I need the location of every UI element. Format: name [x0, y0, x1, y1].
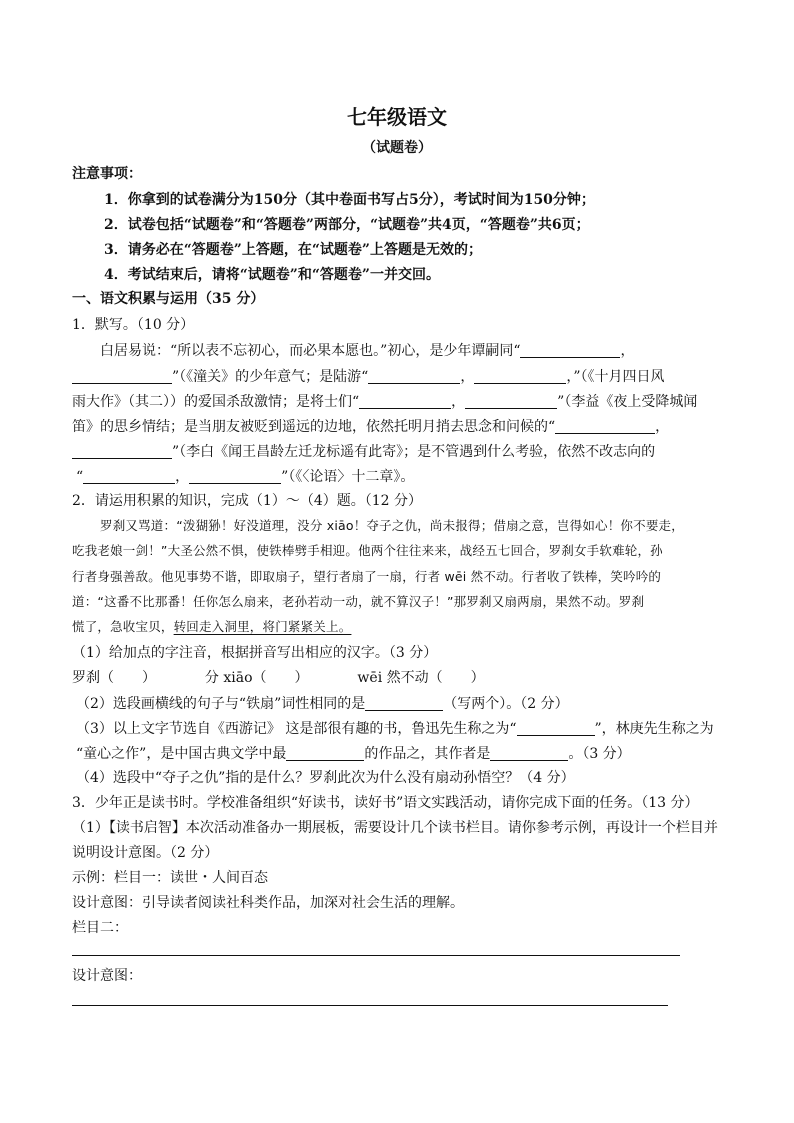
- q3-intent: 设计意图：引导读者阅读社科类作品，加深对社会生活的理解。: [72, 895, 464, 911]
- answer-wei[interactable]: wēi 然不动（ ）: [357, 670, 485, 686]
- section-heading: 一、语文积累与运用（35 分）: [72, 291, 265, 307]
- q2-sub3: （3）以上文字节选自《西游记》 这是部很有趣的书，鲁迅先生称之为“ ”，林庚先生称之为: [76, 721, 714, 737]
- q1-text: ，: [620, 343, 635, 359]
- q1-text: ”（李益《夜上受降城闻: [557, 394, 698, 410]
- question-1-title: 1．默写。（10 分）: [72, 317, 195, 333]
- question-3-title: 3．少年正是读书时。学校准备组织“好读书，读好书”语文实践活动，请你完成下面的任务。（13 分）: [72, 795, 699, 811]
- notes-heading: 注意事项：: [72, 166, 142, 182]
- q1-line: [72, 444, 655, 459]
- passage-text: 慌了，急收宝贝，: [72, 619, 174, 634]
- fill-blank[interactable]: [286, 746, 364, 761]
- answer-line[interactable]: [72, 1005, 668, 1006]
- q1-text: ，: [655, 419, 670, 435]
- q2-sub4: （4）选段中“夺子之仇”指的是什么？罗刹此次为什么没有扇动孙悟空？（4 分）: [76, 770, 575, 786]
- underlined-sentence: 转回走入洞里，将门紧紧关上。: [173, 619, 352, 634]
- q1-line: 雨大作》（其二））的爱国杀敌激情；是将士们“ ， ”（李益《夜上受降城闻: [72, 394, 698, 410]
- q1-text: ，: [460, 369, 475, 385]
- passage-line: 罗刹又骂道：“泼猢狲！好没道理，没分 xiāo！夺子之仇，尚未报得；借扇之意，岂得如心！你不要走，: [100, 518, 684, 533]
- q2-sub3-cont: “童心之作”，是中国古典文学中最 的作品之，其作者是 。（3 分）: [76, 746, 631, 762]
- page-subtitle: （试题卷）: [362, 140, 432, 156]
- answer-rocha[interactable]: 罗刹（ ）: [72, 670, 156, 686]
- note-item: 4．考试结束后，请将“试题卷”和“答题卷”一并交回。: [104, 267, 440, 283]
- fill-blank[interactable]: [72, 444, 172, 459]
- q3-intent2-label: 设计意图：: [72, 968, 142, 984]
- fill-blank[interactable]: [365, 696, 443, 711]
- q1-line: [100, 343, 634, 358]
- question-2-title: 2．请运用积累的知识，完成（1）～（4）题。（12 分）: [72, 493, 422, 509]
- note-item: 3．请务必在“答题卷”上答题，在“试题卷”上答题是无效的；: [104, 242, 482, 258]
- q1-text: ”（《〈论语〉十二章》。: [281, 469, 415, 485]
- q1-text: ”（李白《闻王昌龄左迁龙标遥有此寄》；是不管遇到什么考验，依然不改志向的: [172, 444, 656, 460]
- answer-line[interactable]: [72, 955, 680, 956]
- fill-blank[interactable]: [83, 469, 175, 484]
- q1-line: [72, 419, 669, 434]
- note-item: 1．你拿到的试卷满分为150分（其中卷面书写占5分），考试时间为150分钟；: [104, 192, 595, 208]
- fill-blank[interactable]: [465, 394, 557, 409]
- fill-blank[interactable]: [189, 469, 281, 484]
- page-title: 七年级语文: [347, 105, 447, 129]
- q3-column2-label: 栏目二：: [72, 920, 128, 936]
- q1-line: [76, 469, 414, 484]
- q1-text: ，: [175, 469, 190, 485]
- q1-text: 雨大作》（其二））的爱国杀敌激情；是将士们“: [72, 394, 360, 410]
- q2-sub2: （2）选段画横线的句子与“铁扇”词性相同的是 （写两个）。（2 分）: [76, 696, 569, 712]
- q2-sub1: （1）给加点的字注音，根据拼音写出相应的汉字。（3 分）: [72, 645, 438, 661]
- q1-text: 白居易说：“所以表不忘初心，而必果本愿也。”初心，是少年谭嗣同“: [100, 343, 521, 359]
- fill-blank[interactable]: [490, 746, 568, 761]
- note-item: 2．试卷包括“试题卷”和“答题卷”两部分，“试题卷”共4页，“答题卷”共6页；: [104, 217, 590, 233]
- fill-blank[interactable]: [72, 369, 172, 384]
- passage-line: [72, 621, 351, 634]
- fill-blank[interactable]: [517, 721, 595, 736]
- fill-blank[interactable]: [555, 419, 655, 434]
- fill-blank[interactable]: [520, 343, 620, 358]
- q1-text: ，”（《十月四日风: [566, 369, 665, 385]
- fill-blank[interactable]: [368, 369, 460, 384]
- answer-xiao[interactable]: 分 xiāo（ ）: [204, 670, 309, 686]
- passage-line: 道：“这番不比那番！任你怎么扇来，老孙若动一动，就不算汉子！”那罗刹又扇两扇，果然不动。罗刹: [72, 594, 645, 609]
- fill-blank[interactable]: [474, 369, 566, 384]
- q1-text: ”（《潼关》的少年意气；是陆游“: [172, 369, 369, 385]
- q3-example: 示例：栏目一：读世・人间百态: [72, 870, 268, 886]
- passage-line: 行者身强善敌。他见事势不谐，即取扇子，望行者扇了一扇，行者 wēi 然不动。行者收了铁棒，笑吟吟的: [72, 569, 662, 584]
- q2-sub1-answers: [72, 671, 485, 685]
- q1-text: “: [76, 469, 84, 485]
- passage-line: 吃我老娘一剑！”大圣公然不惧，使铁棒劈手相迎。他两个往往来来，战经五七回合，罗刹女手软难轮，孙: [72, 543, 663, 558]
- q3-sub1: （1）【读书启智】本次活动准备办一期展板，需要设计几个读书栏目。请你参考示例，再设计一个栏目并: [72, 820, 718, 836]
- fill-blank[interactable]: [359, 394, 451, 409]
- q3-sub1-cont: 说明设计意图。（2 分）: [72, 845, 219, 861]
- q1-text: 笛》的思乡情结；是当朋友被贬到遥远的边地，依然托明月捎去思念和问候的“: [72, 419, 556, 435]
- q1-line: [72, 369, 665, 384]
